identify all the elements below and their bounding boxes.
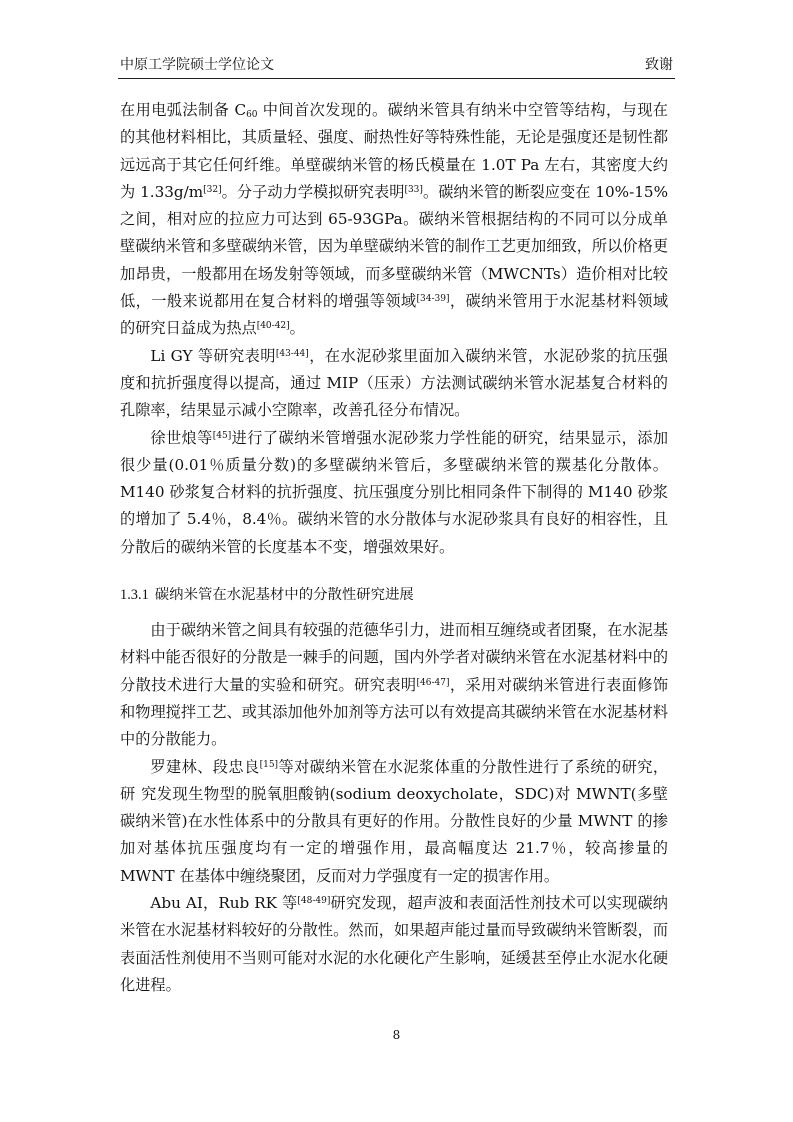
page-number: 8: [392, 1028, 401, 1042]
paragraph-2: [120, 343, 668, 425]
header-thesis-title: 中原工学院硕士学位论文: [120, 57, 274, 73]
text-run: ，碳纳米管用于水泥基材料领域的研究日益成为热点: [120, 292, 669, 338]
section-title: 碳纳米管在水泥基材中的分散性研究进展: [154, 587, 414, 604]
text-run: 。分子动力学模拟研究表明: [221, 182, 405, 201]
text-run: 等对碳纳米管在水泥浆体重的分散性进行了系统的研究，研 究发现生物型的脱氧胆酸钠(sodium deoxycholate，SDC)对 MWNT(多壁碳纳米管)在水性体系中的分散具有更好的作用。分散性良好的少量 MWNT 的掺加对基体抗压强度均有一定的增强作用，最高幅度达 21.7％，较高掺量的 MWNT 在基体中缠绕聚团，反而对力学强度有一定的损害作用。: [120, 757, 669, 885]
paragraph-3: [120, 425, 668, 561]
citation: [40-42]: [256, 321, 290, 332]
text-run: Li GY 等研究表明: [150, 346, 276, 365]
paragraph-4: [120, 617, 668, 753]
header-chapter-title: 致谢: [645, 57, 673, 73]
subscript: 60: [246, 110, 258, 120]
text-run: ，在水泥砂浆里面加入碳纳米管，水泥砂浆的抗压强度和抗折强度得以提高，通过 MIP（压汞）方法测试碳纳米管水泥基复合材料的孔隙率，结果显示减小空隙率，改善孔径分布情况。: [120, 346, 668, 420]
section-heading: [120, 583, 668, 607]
citation: [34-39]: [416, 294, 450, 305]
citation: [48-49]: [297, 896, 331, 907]
text-run: 徐世烺等: [150, 428, 213, 447]
citation: [32]: [203, 184, 222, 195]
text-run: 罗建林、段忠良: [150, 757, 260, 776]
citation: [46-47]: [416, 677, 450, 688]
citation: [43-44]: [275, 348, 309, 359]
paragraph-6: [120, 890, 668, 999]
citation: [45]: [212, 430, 232, 441]
section-number: 1.3.1: [120, 587, 149, 604]
paragraph-5: [120, 754, 668, 890]
text-run: 在用电弧法制备 C: [120, 101, 247, 119]
running-header: [118, 52, 675, 79]
text-run: 进行了碳纳米管增强水泥砂浆力学性能的研究，结果显示，添加很少量(0.01％质量分数)的多壁碳纳米管后，多壁碳纳米管的羰基化分散体。M140 砂浆复合材料的抗折强度、抗压强度分别比相同条件下制得的 M140 砂浆的增加了 5.4％，8.4％。碳纳米管的水分散体与水泥砂浆具有良好的相容性，且分散后的碳纳米管的长度基本不变，增强效果好。: [120, 428, 668, 556]
text-run: 。碳纳米管的断裂应变在 10%-15%之间，相对应的拉应力可达到 65-93GPa。碳纳米管根据结构的不同可以分成单壁碳纳米管和多壁碳纳米管，因为单壁碳纳米管的制作工艺更加细致，所以价格更加昂贵，一般都用在场发射等领域，而多壁碳纳米管（MWCNTs）造价相对比较低，一般来说都用在复合材料的增强等领域: [120, 182, 668, 311]
body-text: [120, 97, 668, 999]
text-run: Abu AI，Rub RK 等: [150, 894, 298, 913]
citation: [33]: [404, 184, 423, 195]
text-run: 研究发现，超声波和表面活性剂技术可以实现碳纳米管在水泥基材料较好的分散性。然而，如果超声能过量而导致碳纳米管断裂，而表面活性剂使用不当则可能对水泥的水化硬化产生影响，延缓甚至停止水泥水化硬化进程。: [120, 894, 668, 994]
text-run: ，采用对碳纳米管进行表面修饰和物理搅拌工艺、或其添加他外加剂等方法可以有效提高其碳纳米管在水泥基材料中的分散能力。: [120, 675, 669, 749]
citation: [15]: [259, 759, 279, 770]
text-run: 由于碳纳米管之间具有较强的范德华引力，进而相互缠绕或者团聚，在水泥基材料中能否很好的分散是一棘手的问题，国内外学者对碳纳米管在水泥基材料中的分散技术进行大量的实验和研究。研究表明: [120, 621, 668, 694]
paragraph-1: [120, 97, 668, 343]
text-run: 。: [289, 319, 305, 338]
text-run: 中间首次发现的。碳纳米管具有纳米中空管等结构，与现在的其他材料相比，其质量轻、强度、耐热性好等特殊性能，无论是强度还是韧性都远远高于其它任何纤维。单壁碳纳米管的杨氏模量在 1.0T Pa 左右，其密度大约为 1.33g/m: [120, 101, 668, 201]
